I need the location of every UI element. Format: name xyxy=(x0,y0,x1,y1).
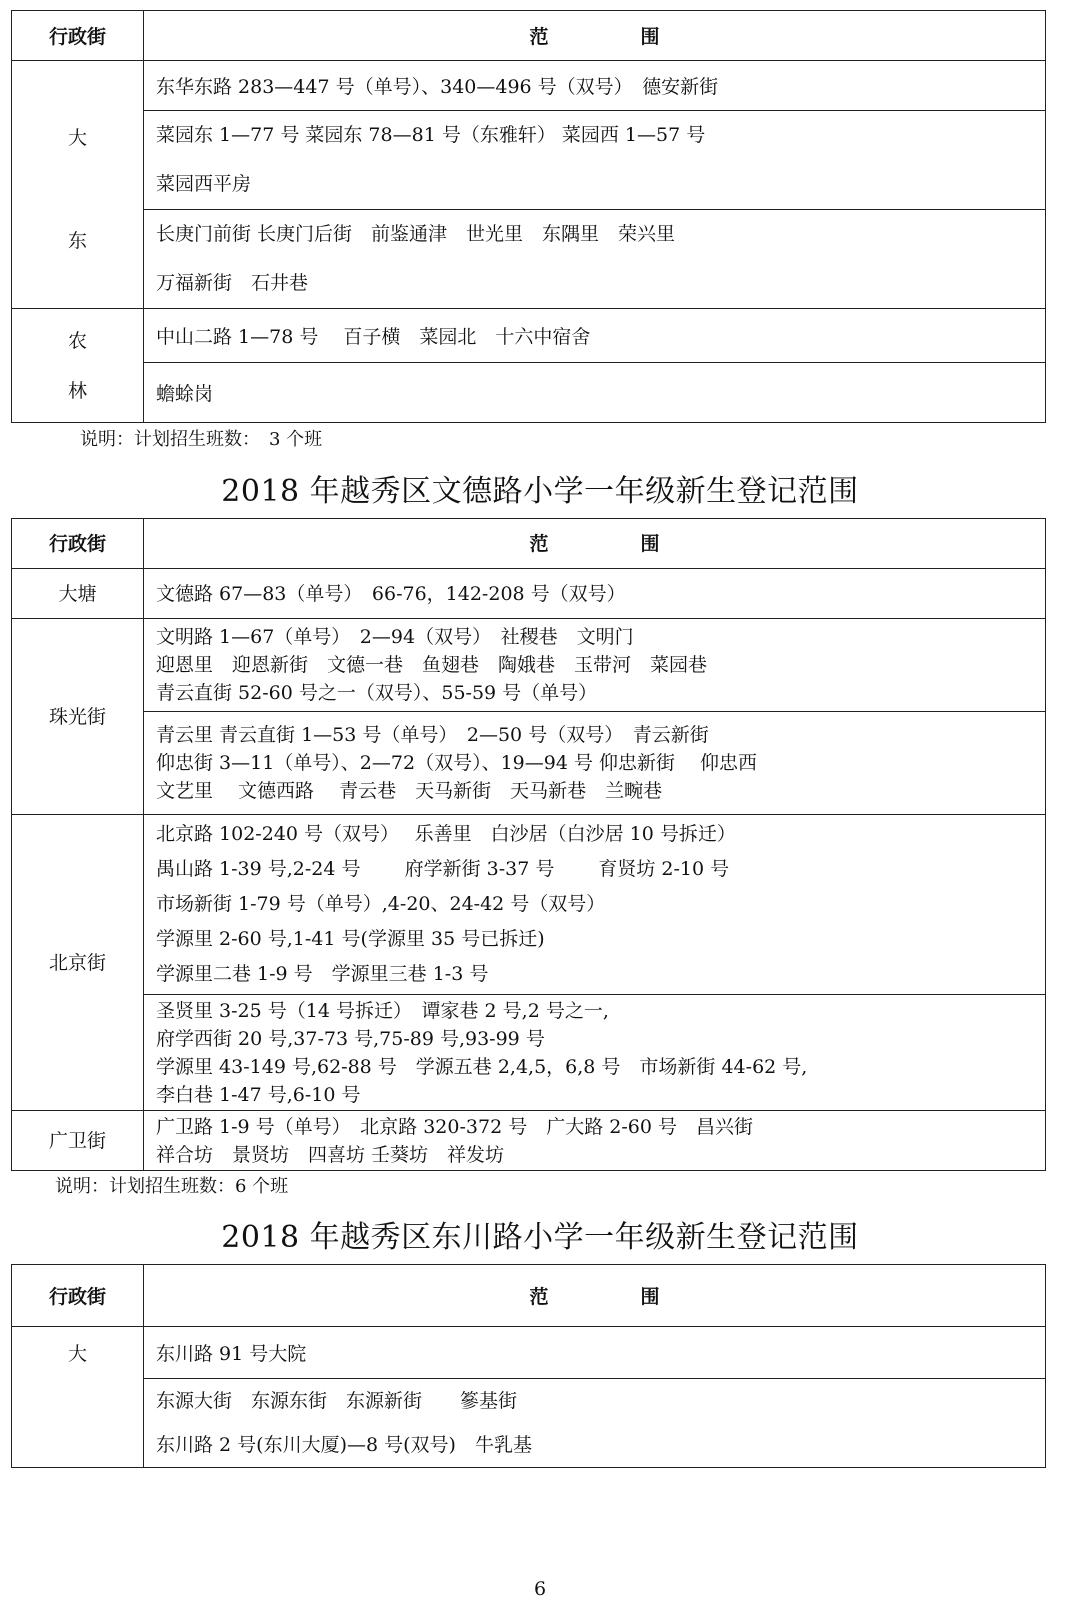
range-cell xyxy=(144,569,1046,619)
table-row xyxy=(12,815,1046,995)
table-row xyxy=(12,1327,1046,1379)
range-line: 万福新街 石井巷 xyxy=(156,272,309,294)
range-line: 蟾蜍岗 xyxy=(156,383,214,405)
range-line: 东川路 91 号大院 xyxy=(156,1343,307,1365)
table-row xyxy=(12,1111,1046,1171)
range-line: 菜园西平房 xyxy=(156,173,252,195)
range-cell xyxy=(144,1111,1046,1171)
range-line: 学源里 43-149 号,62-88 号 学源五巷 2,4,5，6,8 号 市场新街 44-62 号, xyxy=(156,1055,808,1078)
street-char: 林 xyxy=(67,379,87,402)
note-table-2: 说明：计划招生班数：6 个班 xyxy=(55,1176,289,1197)
range-line: 青云直街 52-60 号之一（双号）、55-59 号（单号） xyxy=(156,682,598,704)
section-title-wende: 2018 年越秀区文德路小学一年级新生登记范围 xyxy=(221,474,859,509)
range-line: 文明路 1—67（单号） 2—94（双号） 社稷巷 文明门 xyxy=(156,626,634,648)
range-cell xyxy=(144,712,1046,815)
range-line: 中山二路 1—78 号 百子横 菜园北 十六中宿舍 xyxy=(156,326,591,348)
table-header-row xyxy=(12,519,1046,569)
street-char: 东 xyxy=(67,230,87,252)
range-cell xyxy=(144,210,1046,309)
range-line: 文艺里 文德西路 青云巷 天马新街 天马新巷 兰畹巷 xyxy=(156,780,663,802)
range-line: 仰忠街 3—11（单号）、2—72（双号）、19—94 号 仰忠新街 仰忠西 xyxy=(156,752,758,774)
range-line: 青云里 青云直街 1—53 号（单号） 2—50 号（双号） 青云新街 xyxy=(156,724,709,746)
header-range-a: 范 xyxy=(529,26,549,48)
table-row xyxy=(12,309,1046,363)
table-row xyxy=(12,569,1046,619)
range-line: 菜园东 1—77 号 菜园东 78—81 号（东雅轩） 菜园西 1—57 号 xyxy=(156,124,706,146)
range-line: 东华东路 283—447 号（单号）、340—496 号（双号） 德安新街 xyxy=(156,76,719,98)
table-1 xyxy=(11,10,1046,423)
range-cell xyxy=(144,815,1046,995)
range-line: 东源大街 东源东街 东源新街 篸基街 xyxy=(156,1390,518,1412)
street-cell: 广卫街 xyxy=(12,1111,144,1171)
range-line: 祥合坊 景贤坊 四喜坊 壬葵坊 祥发坊 xyxy=(156,1143,505,1166)
page-number: 6 xyxy=(533,1578,547,1600)
street-char: 农 xyxy=(67,329,87,352)
header-street: 行政街 xyxy=(12,1265,144,1327)
range-line: 李白巷 1-47 号,6-10 号 xyxy=(156,1083,361,1106)
table-row xyxy=(12,61,1046,111)
range-line: 学源里二巷 1-9 号 学源里三巷 1-3 号 xyxy=(156,963,489,985)
table-row xyxy=(12,995,1046,1111)
range-cell xyxy=(144,309,1046,363)
header-range-a: 范 xyxy=(529,1286,549,1308)
range-line: 北京路 102-240 号（双号） 乐善里 白沙居（白沙居 10 号拆迁） xyxy=(156,823,736,845)
header-range-a: 范 xyxy=(529,532,549,555)
range-line: 府学西街 20 号,37-73 号,75-89 号,93-99 号 xyxy=(156,1027,545,1050)
table-row xyxy=(12,619,1046,712)
range-line: 长庚门前街 长庚门后街 前鉴通津 世光里 东隅里 荣兴里 xyxy=(156,223,676,245)
table-row xyxy=(12,712,1046,815)
table-row xyxy=(12,210,1046,309)
header-street: 行政街 xyxy=(12,519,144,569)
header-street: 行政街 xyxy=(12,11,144,61)
header-range xyxy=(144,1265,1046,1327)
range-line: 学源里 2-60 号,1-41 号(学源里 35 号已拆迁) xyxy=(156,928,545,950)
table-header-row xyxy=(12,11,1046,61)
range-line: 广卫路 1-9 号（单号） 北京路 320-372 号 广大路 2-60 号 昌兴街 xyxy=(156,1115,753,1138)
range-line: 迎恩里 迎恩新街 文德一巷 鱼翅巷 陶娥巷 玉带河 菜园巷 xyxy=(156,654,708,676)
street-cell-dadong xyxy=(12,61,144,309)
range-cell xyxy=(144,1327,1046,1379)
street-cell-nonglin xyxy=(12,309,144,423)
range-line: 文德路 67—83（单号） 66-76，142-208 号（双号） xyxy=(156,582,626,605)
table-row xyxy=(12,363,1046,423)
range-line: 禺山路 1-39 号,2-24 号 府学新街 3-37 号 育贤坊 2-10 号 xyxy=(156,858,730,880)
table-row xyxy=(12,1379,1046,1468)
range-line: 市场新街 1-79 号（单号）,4-20、24-42 号（双号） xyxy=(156,893,606,915)
street-char: 大 xyxy=(67,1343,87,1365)
table-2 xyxy=(11,518,1046,1171)
section-title-dongchuan: 2018 年越秀区东川路小学一年级新生登记范围 xyxy=(221,1220,859,1255)
header-range-b: 围 xyxy=(640,1286,660,1308)
header-range-b: 围 xyxy=(640,532,660,555)
header-range-b: 围 xyxy=(640,26,660,48)
header-range xyxy=(144,519,1046,569)
range-cell xyxy=(144,111,1046,210)
street-cell: 北京街 xyxy=(12,815,144,1111)
note-table-1: 说明：计划招生班数： 3 个班 xyxy=(80,429,323,450)
street-cell xyxy=(12,1327,144,1468)
range-cell xyxy=(144,619,1046,712)
street-char: 大 xyxy=(67,127,87,149)
table-3 xyxy=(11,1264,1046,1468)
table-header-row xyxy=(12,1265,1046,1327)
range-cell xyxy=(144,363,1046,423)
range-cell xyxy=(144,995,1046,1111)
street-cell: 珠光街 xyxy=(12,619,144,815)
range-cell xyxy=(144,61,1046,111)
header-range xyxy=(144,11,1046,61)
street-cell: 大塘 xyxy=(12,569,144,619)
range-cell xyxy=(144,1379,1046,1468)
range-line: 东川路 2 号(东川大厦)—8 号(双号) 牛乳基 xyxy=(156,1434,532,1456)
table-row xyxy=(12,111,1046,210)
range-line: 圣贤里 3-25 号（14 号拆迁） 谭家巷 2 号,2 号之一, xyxy=(156,999,609,1022)
